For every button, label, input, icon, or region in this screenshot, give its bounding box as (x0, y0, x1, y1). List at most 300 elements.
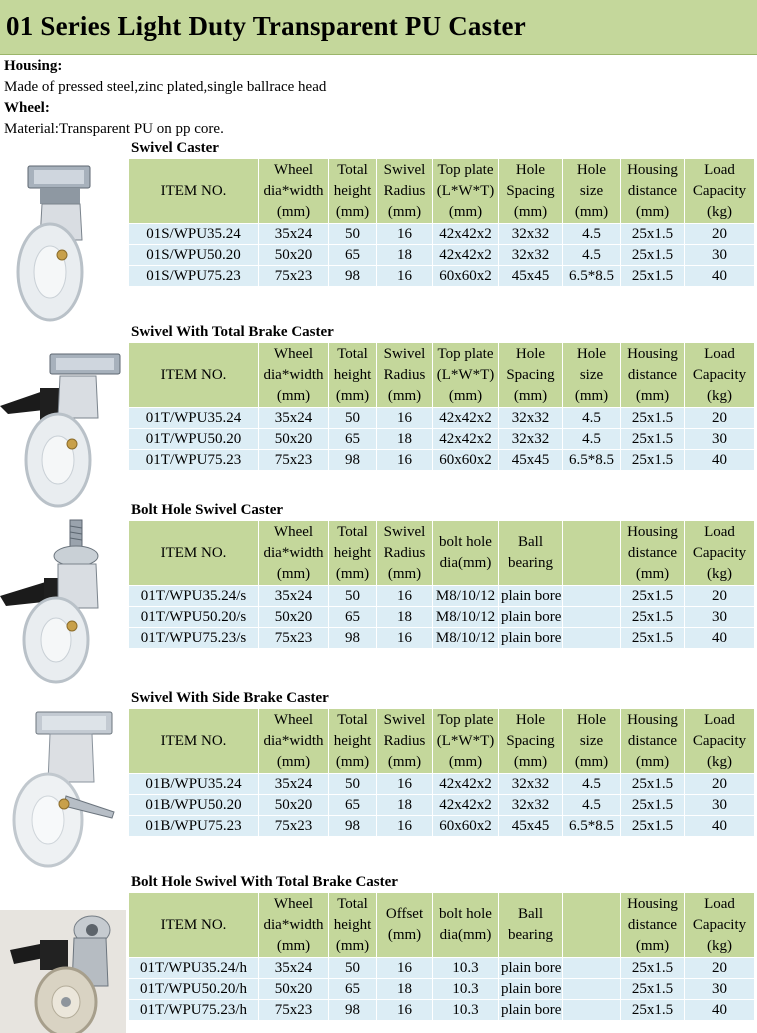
table-cell: 25x1.5 (621, 450, 685, 471)
table-cell: 65 (329, 979, 377, 1000)
table-cell: 20 (685, 958, 755, 979)
column-header (499, 893, 563, 958)
table-cell: 35x24 (259, 958, 329, 979)
header-line: Radius (383, 366, 426, 383)
column-header (259, 893, 329, 958)
header-line: (mm) (513, 203, 548, 220)
table-cell: 98 (329, 450, 377, 471)
table-row (129, 408, 755, 429)
table-cell: 40 (685, 450, 755, 471)
column-header (433, 521, 499, 586)
header-line: Swivel (383, 345, 426, 362)
table-cell: 01S/WPU50.20 (129, 245, 259, 266)
table-cell: 75x23 (259, 628, 329, 649)
header-line: Capacity (692, 366, 747, 383)
table-cell: 6.5*8.5 (563, 450, 621, 471)
header-line: Hole (515, 711, 546, 728)
column-header (433, 893, 499, 958)
header-line: distance (627, 182, 678, 199)
table-row (129, 429, 755, 450)
spec-table (128, 520, 755, 649)
header-line: height (333, 916, 372, 933)
header-line: Top plate (437, 345, 494, 362)
table-cell: plain bore (499, 586, 563, 607)
header-line: Housing (627, 161, 678, 178)
table-cell: 16 (377, 816, 433, 837)
table-cell: 10.3 (433, 979, 499, 1000)
header-line: Hole (515, 345, 546, 362)
column-header (377, 521, 433, 586)
header-line: (mm) (635, 937, 670, 954)
header-line: ITEM NO. (160, 182, 227, 199)
table-cell: 25x1.5 (621, 628, 685, 649)
header-line: (mm) (335, 203, 370, 220)
header-line: ITEM NO. (160, 544, 227, 561)
table-cell: M8/10/12 (433, 628, 499, 649)
table-cell: 01S/WPU35.24 (129, 224, 259, 245)
table-cell: 01T/WPU75.23/s (129, 628, 259, 649)
header-line: ITEM NO. (160, 916, 227, 933)
table-cell: 65 (329, 607, 377, 628)
title-bar (0, 0, 757, 55)
table-cell: 35x24 (259, 586, 329, 607)
table-cell: 01T/WPU50.20/s (129, 607, 259, 628)
table-cell: 4.5 (563, 224, 621, 245)
header-row (129, 159, 755, 224)
table-cell: 10.3 (433, 1000, 499, 1021)
table-cell: 25x1.5 (621, 979, 685, 1000)
header-line: Hole (576, 161, 607, 178)
header-line: (mm) (276, 387, 311, 404)
table-cell: 16 (377, 266, 433, 287)
header-line: Total (337, 523, 368, 540)
housing-label: Housing: (4, 58, 63, 74)
page-title: 01 Series Light Duty Transparent PU Caster (6, 11, 526, 41)
header-line: Radius (383, 544, 426, 561)
table-cell: 01S/WPU75.23 (129, 266, 259, 287)
table-cell: 4.5 (563, 795, 621, 816)
header-line: (mm) (574, 387, 609, 404)
header-line: Total (337, 161, 368, 178)
header-line: Capacity (692, 544, 747, 561)
header-line: (mm) (335, 387, 370, 404)
table-cell: 50 (329, 224, 377, 245)
header-line: Load (704, 161, 735, 178)
header-line: (mm) (387, 387, 422, 404)
table-cell: 01T/WPU35.24 (129, 408, 259, 429)
column-header (563, 521, 621, 586)
column-header (563, 343, 621, 408)
header-line: Load (704, 711, 735, 728)
table-row (129, 979, 755, 1000)
column-header (259, 159, 329, 224)
table-cell: 4.5 (563, 408, 621, 429)
column-header (129, 343, 259, 408)
header-line: Hole (515, 161, 546, 178)
table-cell: 42x42x2 (433, 795, 499, 816)
header-line: Spacing (506, 366, 555, 383)
column-header (685, 343, 755, 408)
table-row (129, 586, 755, 607)
table-cell: 01B/WPU75.23 (129, 816, 259, 837)
table-cell: 98 (329, 266, 377, 287)
table-cell: 16 (377, 774, 433, 795)
header-line: Load (704, 523, 735, 540)
table-cell: 30 (685, 607, 755, 628)
header-row (129, 343, 755, 408)
table-row (129, 774, 755, 795)
header-line: height (333, 366, 372, 383)
column-header (621, 709, 685, 774)
bolt-hole-brake-caster-photo (0, 890, 126, 1033)
table-cell: 50x20 (259, 429, 329, 450)
spec-table (128, 158, 755, 287)
column-header (259, 521, 329, 586)
column-header (259, 709, 329, 774)
table-cell: 45x45 (499, 450, 563, 471)
column-header (377, 159, 433, 224)
column-header (329, 893, 377, 958)
header-line: Housing (627, 345, 678, 362)
column-header (129, 521, 259, 586)
table-cell: 25x1.5 (621, 958, 685, 979)
table-cell: 50x20 (259, 979, 329, 1000)
table-cell (563, 607, 621, 628)
column-header (329, 709, 377, 774)
column-header (129, 709, 259, 774)
table-cell: 32x32 (499, 245, 563, 266)
table-cell: 30 (685, 795, 755, 816)
header-line: size (579, 732, 604, 749)
side-brake-caster-photo (0, 708, 126, 878)
table-row (129, 816, 755, 837)
table-cell (563, 586, 621, 607)
table-cell: 18 (377, 607, 433, 628)
header-line: (mm) (448, 387, 483, 404)
header-line: Swivel (383, 523, 426, 540)
table-cell: 42x42x2 (433, 224, 499, 245)
header-line: ITEM NO. (160, 732, 227, 749)
swivel-caster-photo (0, 160, 126, 330)
table-cell: 18 (377, 245, 433, 266)
table-cell: 45x45 (499, 266, 563, 287)
table-cell: 25x1.5 (621, 816, 685, 837)
table-cell: 75x23 (259, 266, 329, 287)
header-line: Hole (576, 345, 607, 362)
header-line: Spacing (506, 182, 555, 199)
column-header (563, 159, 621, 224)
table-cell: 16 (377, 958, 433, 979)
header-line: Capacity (692, 916, 747, 933)
spec-table (128, 342, 755, 471)
column-header (433, 159, 499, 224)
column-header (621, 343, 685, 408)
header-line: (mm) (513, 387, 548, 404)
table-cell: plain bore (499, 628, 563, 649)
table-cell: 35x24 (259, 224, 329, 245)
header-line: dia*width (263, 544, 324, 561)
column-header (499, 159, 563, 224)
header-line: (mm) (635, 565, 670, 582)
header-line: (kg) (707, 203, 732, 220)
table-cell: 25x1.5 (621, 266, 685, 287)
header-line: Load (704, 895, 735, 912)
column-header (329, 343, 377, 408)
table-cell (563, 628, 621, 649)
header-line: (L*W*T) (436, 732, 495, 749)
table-cell: 98 (329, 1000, 377, 1021)
header-line: (kg) (707, 753, 732, 770)
header-line: size (579, 182, 604, 199)
header-line: (mm) (335, 753, 370, 770)
header-line: Wheel (273, 895, 314, 912)
header-line: bolt hole (439, 906, 492, 922)
table-cell: 35x24 (259, 408, 329, 429)
column-header (377, 343, 433, 408)
header-line: (mm) (276, 753, 311, 770)
header-line: distance (627, 544, 678, 561)
spec-table (128, 892, 755, 1021)
table-row (129, 224, 755, 245)
header-line: Total (337, 711, 368, 728)
table-cell: 42x42x2 (433, 408, 499, 429)
header-line: (mm) (387, 927, 422, 943)
table-cell: 6.5*8.5 (563, 816, 621, 837)
table-cell: 35x24 (259, 774, 329, 795)
header-line: distance (627, 366, 678, 383)
header-line: height (333, 182, 372, 199)
table-cell: 32x32 (499, 795, 563, 816)
wheel-text: Material:Transparent PU on pp core. (4, 121, 224, 137)
table-row (129, 1000, 755, 1021)
header-line: Swivel (383, 161, 426, 178)
header-line: Radius (383, 182, 426, 199)
table-cell: 30 (685, 245, 755, 266)
table-cell: 01T/WPU75.23 (129, 450, 259, 471)
table-cell: 16 (377, 1000, 433, 1021)
header-line: (kg) (707, 937, 732, 954)
table-cell: 01B/WPU35.24 (129, 774, 259, 795)
header-line: Ball (518, 906, 543, 922)
spec-table (128, 708, 755, 837)
header-line: distance (627, 732, 678, 749)
header-line: (L*W*T) (436, 366, 495, 383)
header-line: (mm) (448, 753, 483, 770)
table-cell: 50x20 (259, 795, 329, 816)
table-cell: 60x60x2 (433, 816, 499, 837)
column-header (685, 521, 755, 586)
section-title: Bolt Hole Swivel With Total Brake Caster (131, 874, 398, 890)
header-line: (mm) (635, 203, 670, 220)
column-header (129, 893, 259, 958)
column-header (563, 893, 621, 958)
bolt-hole-caster-photo (0, 516, 126, 686)
column-header (377, 709, 433, 774)
table-cell: 32x32 (499, 224, 563, 245)
section-title: Swivel Caster (131, 140, 219, 156)
table-cell: 16 (377, 450, 433, 471)
header-line: Ball (518, 534, 543, 550)
header-line: Load (704, 345, 735, 362)
table-cell: 16 (377, 408, 433, 429)
header-line: (mm) (276, 937, 311, 954)
table-cell: plain bore (499, 607, 563, 628)
header-row (129, 893, 755, 958)
table-cell: 65 (329, 429, 377, 450)
table-cell: 50x20 (259, 245, 329, 266)
table-cell: 45x45 (499, 816, 563, 837)
table-cell: 50x20 (259, 607, 329, 628)
header-line: (mm) (276, 565, 311, 582)
table-cell: 18 (377, 979, 433, 1000)
table-cell: 18 (377, 429, 433, 450)
table-cell: 75x23 (259, 816, 329, 837)
table-row (129, 266, 755, 287)
table-cell: 4.5 (563, 774, 621, 795)
table-row (129, 628, 755, 649)
header-line: (mm) (335, 565, 370, 582)
table-row (129, 245, 755, 266)
header-row (129, 521, 755, 586)
table-cell: 25x1.5 (621, 429, 685, 450)
table-cell: 20 (685, 774, 755, 795)
table-cell: 60x60x2 (433, 266, 499, 287)
table-cell: 01T/WPU50.20 (129, 429, 259, 450)
table-cell: 18 (377, 795, 433, 816)
column-header (329, 159, 377, 224)
table-cell: M8/10/12 (433, 586, 499, 607)
header-line: bearing (508, 927, 553, 943)
table-row (129, 795, 755, 816)
header-line: Top plate (437, 161, 494, 178)
header-line: ITEM NO. (160, 366, 227, 383)
header-line: (mm) (387, 203, 422, 220)
table-cell: 32x32 (499, 774, 563, 795)
table-cell: 25x1.5 (621, 795, 685, 816)
header-line: (mm) (635, 387, 670, 404)
header-line: (mm) (513, 753, 548, 770)
table-cell: 50 (329, 774, 377, 795)
table-cell: 25x1.5 (621, 607, 685, 628)
table-cell: M8/10/12 (433, 607, 499, 628)
header-row (129, 709, 755, 774)
total-brake-caster-photo (0, 348, 126, 518)
table-cell: 75x23 (259, 450, 329, 471)
header-line: Wheel (273, 523, 314, 540)
header-line: (kg) (707, 387, 732, 404)
header-line: dia*width (263, 182, 324, 199)
column-header (499, 343, 563, 408)
column-header (259, 343, 329, 408)
header-line: height (333, 732, 372, 749)
header-line: (mm) (574, 753, 609, 770)
header-line: Capacity (692, 732, 747, 749)
header-line: Spacing (506, 732, 555, 749)
header-line: dia*width (263, 366, 324, 383)
header-line: dia*width (263, 732, 324, 749)
header-line: dia(mm) (439, 927, 492, 943)
table-cell: 30 (685, 979, 755, 1000)
header-line: height (333, 544, 372, 561)
header-line: Radius (383, 732, 426, 749)
table-cell: 20 (685, 586, 755, 607)
column-header (685, 159, 755, 224)
table-cell: 75x23 (259, 1000, 329, 1021)
table-cell: 20 (685, 408, 755, 429)
table-cell: 01B/WPU50.20 (129, 795, 259, 816)
header-line: Offset (385, 906, 424, 922)
table-cell: 25x1.5 (621, 774, 685, 795)
header-line: distance (627, 916, 678, 933)
table-cell: 25x1.5 (621, 408, 685, 429)
table-cell: 25x1.5 (621, 586, 685, 607)
table-cell: 40 (685, 628, 755, 649)
header-line: Capacity (692, 182, 747, 199)
header-line: (mm) (335, 937, 370, 954)
table-cell: 25x1.5 (621, 224, 685, 245)
header-line: (mm) (387, 565, 422, 582)
column-header (499, 709, 563, 774)
header-line: Swivel (383, 711, 426, 728)
column-header (621, 159, 685, 224)
header-line: (mm) (387, 753, 422, 770)
table-cell: 40 (685, 816, 755, 837)
table-cell: 30 (685, 429, 755, 450)
table-cell: 10.3 (433, 958, 499, 979)
table-cell: 50 (329, 586, 377, 607)
table-cell: 16 (377, 586, 433, 607)
table-cell: 25x1.5 (621, 1000, 685, 1021)
table-cell: 01T/WPU50.20/h (129, 979, 259, 1000)
header-line: dia(mm) (439, 555, 492, 571)
header-line: Wheel (273, 711, 314, 728)
header-line: dia*width (263, 916, 324, 933)
header-line: (mm) (448, 203, 483, 220)
table-cell: 16 (377, 628, 433, 649)
table-cell: 01T/WPU35.24/h (129, 958, 259, 979)
header-line: Wheel (273, 345, 314, 362)
wheel-label: Wheel: (4, 100, 50, 116)
header-line: Hole (576, 711, 607, 728)
header-line: Top plate (437, 711, 494, 728)
header-line: (L*W*T) (436, 182, 495, 199)
header-line: (mm) (276, 203, 311, 220)
table-cell: 42x42x2 (433, 429, 499, 450)
housing-text: Made of pressed steel,zinc plated,single ballrace head (4, 79, 327, 95)
table-row (129, 450, 755, 471)
header-line: bearing (508, 555, 553, 571)
column-header (129, 159, 259, 224)
header-line: Housing (627, 711, 678, 728)
column-header (377, 893, 433, 958)
header-line: Housing (627, 895, 678, 912)
table-cell (563, 958, 621, 979)
table-cell: 6.5*8.5 (563, 266, 621, 287)
table-row (129, 958, 755, 979)
section-title: Swivel With Side Brake Caster (131, 690, 329, 706)
column-header (433, 709, 499, 774)
section-title: Bolt Hole Swivel Caster (131, 502, 284, 518)
table-cell: 40 (685, 1000, 755, 1021)
header-line: bolt hole (439, 534, 492, 550)
table-row (129, 607, 755, 628)
column-header (685, 893, 755, 958)
table-cell: 4.5 (563, 429, 621, 450)
table-cell: 98 (329, 816, 377, 837)
table-cell (563, 1000, 621, 1021)
table-cell: 20 (685, 224, 755, 245)
table-cell: plain bore (499, 979, 563, 1000)
